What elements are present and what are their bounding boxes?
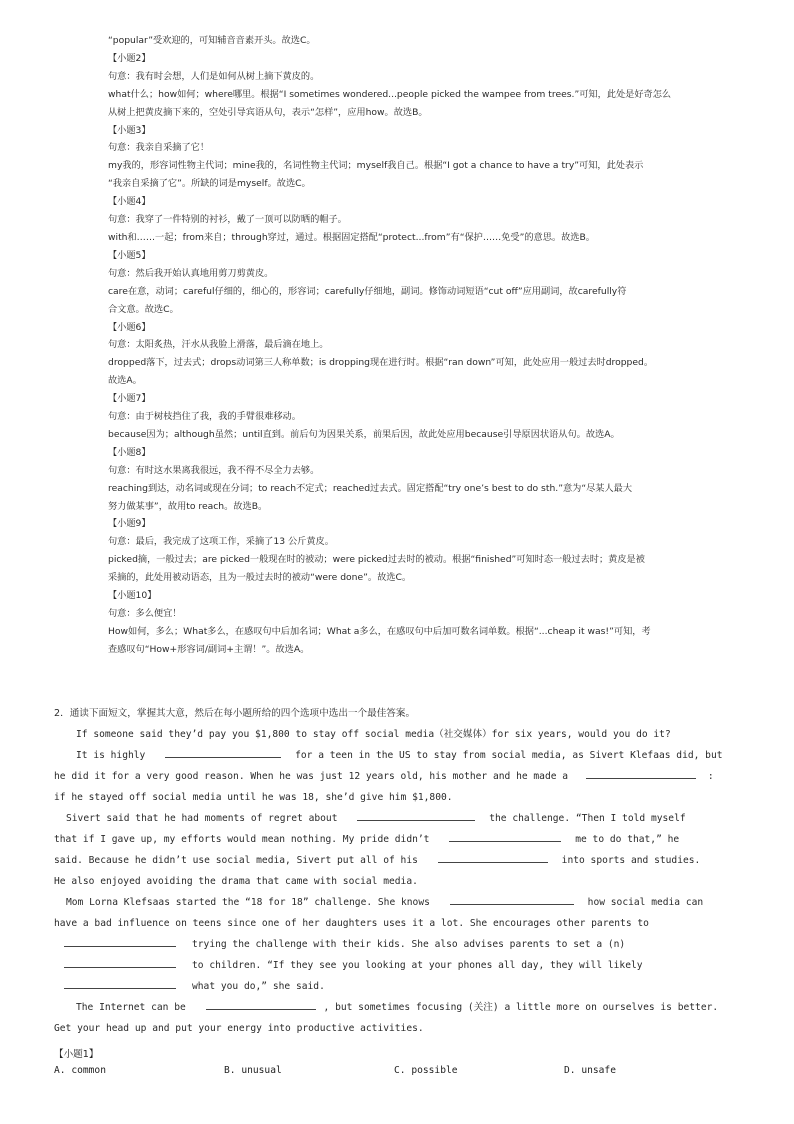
explanation-line: 句意：由于树枝挡住了我，我的手臂很难移动。 — [108, 411, 301, 423]
answer-blank[interactable] — [438, 853, 548, 863]
answer-blank[interactable] — [449, 832, 561, 842]
option-d[interactable]: D. unsafe — [564, 1065, 616, 1076]
answer-blank[interactable] — [357, 811, 475, 821]
passage-line: if he stayed off social media until he was 18, she’d give him $1,800. — [54, 792, 453, 803]
option-c[interactable]: C. possible — [394, 1065, 458, 1076]
explanation-line: 采摘的，此处用被动语态，且为一般过去时的被动“were done”。故选C。 — [108, 572, 412, 584]
passage-line: said. Because he didn’t use social media, Sivert put all of his into sports and studies. — [54, 855, 701, 866]
sub-question-heading: 【小题7】 — [108, 393, 151, 405]
answer-blank[interactable] — [64, 937, 176, 947]
passage-line: that if I gave up, my efforts would mean nothing. My pride didn’t me to do that,” he — [54, 834, 680, 845]
passage-line: Sivert said that he had moments of regret about the challenge. “Then I told myself — [66, 813, 686, 824]
answer-explanations — [108, 32, 728, 659]
explanation-line: 句意：太阳炙热，汗水从我脸上滑落，最后滴在地上。 — [108, 339, 329, 351]
passage-line: It is highly for a teen in the US to stay from social media, as Sivert Klefaas did, but — [76, 750, 723, 761]
explanation-line: picked摘，一般过去；are picked一般现在时的被动；were picked过去时的被动。根据“finished”可知时态一般过去时；黄皮是被 — [108, 554, 645, 566]
explanation-line: with和……一起；from来自；through穿过，通过。根据固定搭配“protect...from”有“保护……免受”的意思。故选B。 — [108, 231, 595, 243]
explanation-line: 从树上把黄皮摘下来的，空处引导宾语从句，表示“怎样”，应用how。故选B。 — [108, 106, 428, 118]
answer-blank[interactable] — [586, 769, 696, 779]
answer-blank[interactable] — [206, 1000, 316, 1010]
question-instruction: 2．通读下面短文，掌握其大意，然后在每小题所给的四个选项中选出一个最佳答案。 — [54, 708, 416, 719]
passage-line: to children. “If they see you looking at your phones all day, they will likely — [54, 955, 744, 976]
explanation-line: because因为；although虽然；until直到。前后句为因果关系，前果后因，故此处应用because引导原因状语从句。故选A。 — [108, 428, 620, 440]
explanation-line: 句意：最后，我完成了这项工作，采摘了13 公斤黄皮。 — [108, 536, 334, 548]
explanation-line: 句意：有时这水果离我很远，我不得不尽全力去够。 — [108, 464, 320, 476]
passage-line: He also enjoyed avoiding the drama that came with social media. — [54, 876, 418, 887]
passage-line: have a bad influence on teens since one of her daughters uses it a lot. She encourages other parents to — [54, 918, 649, 929]
explanation-line: my我的，形容词性物主代词；mine我的，名词性物主代词；myself我自己。根据“I got a chance to have a try”可知，此处表示 — [108, 160, 644, 172]
passage-line: The Internet can be , but sometimes focusing (关注) a little more on ourselves is better. — [76, 1002, 719, 1013]
explanation-line: “我亲自采摘了它”。所缺的词是myself。故选C。 — [108, 178, 311, 190]
sub-question-heading: 【小题9】 — [108, 518, 151, 530]
option-b[interactable]: B. unusual — [224, 1065, 282, 1076]
passage-line: Mom Lorna Klefsaas started the “18 for 18” challenge. She knows how social media can — [66, 897, 704, 908]
explanation-line: what什么；how如何；where哪里。根据“I sometimes wondered...people picked the wampee from trees.”可知，此处是好奇怎么 — [108, 88, 672, 100]
sub-question-heading: 【小题1】 — [54, 1049, 99, 1060]
explanation-line: 句意：我有时会想，人们是如何从树上摘下黄皮的。 — [108, 70, 320, 82]
sub-question-heading: 【小题3】 — [108, 124, 151, 136]
answer-blank[interactable] — [165, 748, 281, 758]
answer-blank[interactable] — [450, 895, 574, 905]
passage-line: trying the challenge with their kids. She also advises parents to set a (n) — [54, 934, 744, 955]
passage-line: he did it for a very good reason. When he was just 12 years old, his mother and he made a : — [54, 771, 714, 782]
sub-question-heading: 【小题10】 — [108, 590, 157, 602]
sub-question-heading: 【小题8】 — [108, 446, 151, 458]
sub-question-heading: 【小题6】 — [108, 321, 151, 333]
explanation-line: 句意：我穿了一件特别的衬衫，戴了一顶可以防晒的帽子。 — [108, 214, 347, 226]
explanation-line: 句意：然后我开始认真地用剪刀剪黄皮。 — [108, 267, 274, 279]
sub-question-heading: 【小题4】 — [108, 196, 151, 208]
passage-line: If someone said they’d pay you $1,800 to stay off social media（社交媒体）for six years, would you do it? — [76, 729, 671, 740]
explanation-line: 故选A。 — [108, 375, 142, 387]
explanation-line: How如何，多么；What多么，在感叹句中后加名词；What a多么，在感叹句中后加可数名词单数。根据“...cheap it was!”可知，考 — [108, 625, 651, 637]
cloze-passage — [54, 703, 744, 1039]
explanation-line: 句意：我亲自采摘了它！ — [108, 142, 210, 154]
explanation-line: 句意：多么便宜！ — [108, 608, 182, 619]
passage-line: what you do,” she said. — [54, 976, 744, 997]
answer-blank[interactable] — [64, 979, 176, 989]
explanation-line: 合文意。故选C。 — [108, 303, 179, 315]
explanation-line: reaching到达，动名词或现在分词；to reach不定式；reached过去式。固定搭配“try one’s best to do sth.”意为“尽某人最大 — [108, 482, 633, 494]
sub-question-heading: 【小题5】 — [108, 249, 151, 261]
explanation-line: care在意，动词；careful仔细的，细心的，形容词；carefully仔细地，副词。修饰动词短语“cut off”应用副词，故carefully符 — [108, 285, 627, 297]
explanation-line: dropped落下，过去式；drops动词第三人称单数；is dropping现在进行时。根据“ran down”可知，此处应用一般过去时dropped。 — [108, 357, 654, 369]
explanation-line: 查感叹句“How+形容词/副词+主谓！”。故选A。 — [108, 643, 310, 655]
answer-blank[interactable] — [64, 958, 176, 968]
option-a[interactable]: A. common — [54, 1065, 106, 1076]
sub-question-heading: 【小题2】 — [108, 52, 151, 64]
passage-line: Get your head up and put your energy into productive activities. — [54, 1023, 424, 1034]
explanation-line: 努力做某事”，故用to reach。故选B。 — [108, 500, 268, 512]
explanation-line: “popular”受欢迎的，可知辅音音素开头。故选C。 — [108, 35, 316, 46]
